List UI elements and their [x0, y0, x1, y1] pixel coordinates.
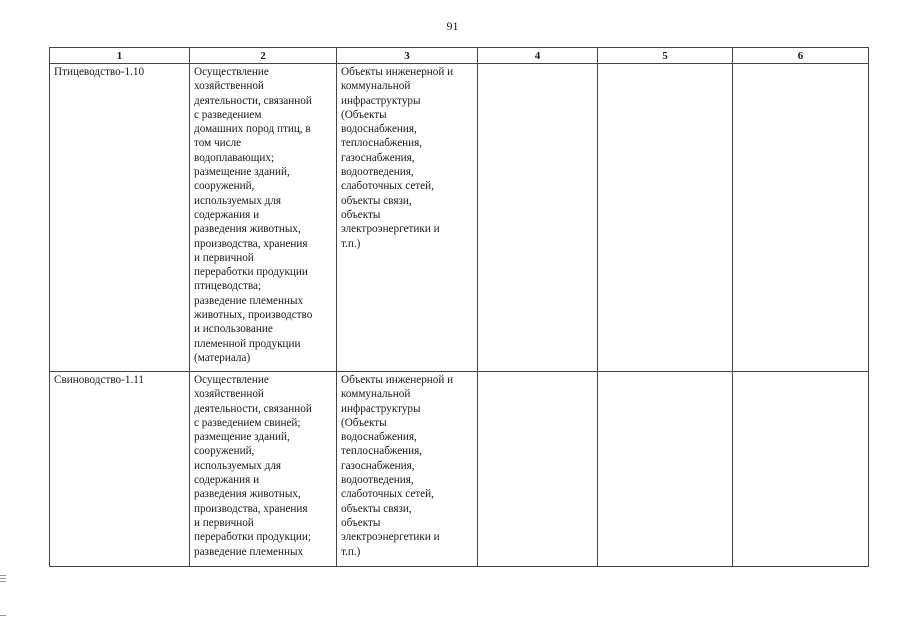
margin-mark [0, 575, 6, 576]
table-header-row [50, 48, 869, 64]
row-2-zone-name [50, 372, 190, 567]
header-col-2: 2 [190, 48, 337, 64]
row-2-col-6 [733, 372, 869, 567]
page-number: 91 [446, 19, 459, 33]
row-1-description-text: Осуществление хозяйственной деятельности, связанной с разведением домашних пород птиц, в том числе водоплавающих; размещение зданий, сооружений, используемых для содержания и разведения животных, производства, хранения и первичной переработки продукции птицеводства; разведение племенных животных, производство и использование племенной продукции (материала) [194, 66, 313, 364]
row-2-description [190, 372, 337, 567]
row-2-col-4 [478, 372, 598, 567]
row-1-auxiliary-use-text: Объекты инженерной и коммунальной инфраструктуры (Объекты водоснабжения, теплоснабжения, газоснабжения, водоотведения, слаботочных сетей, объекты связи, объекты электроэнергетики и т.п.) [341, 66, 454, 250]
row-1-zone-name [50, 64, 190, 372]
margin-mark [0, 581, 6, 582]
row-2-col-5 [598, 372, 733, 567]
header-col-4: 4 [478, 48, 598, 64]
header-col-1: 1 [50, 48, 190, 64]
row-1-description [190, 64, 337, 372]
row-1-auxiliary-use [337, 64, 478, 372]
row-1-col-4 [478, 64, 598, 372]
margin-mark [0, 615, 6, 616]
table-row [50, 64, 869, 372]
header-col-3: 3 [337, 48, 478, 64]
header-col-6: 6 [733, 48, 869, 64]
header-col-5: 5 [598, 48, 733, 64]
row-2-auxiliary-use [337, 372, 478, 567]
row-2-description-text: Осуществление хозяйственной деятельности, связанной с разведением свиней; размещение зданий, сооружений, используемых для содержания и разведения животных, производства, хранения и первичной переработки продукции; разведение племенных [194, 374, 312, 558]
zoning-table [49, 47, 869, 567]
row-1-col-5 [598, 64, 733, 372]
row-2-auxiliary-use-text: Объекты инженерной и коммунальной инфраструктуры (Объекты водоснабжения, теплоснабжения, газоснабжения, водоотведения, слаботочных сетей, объекты связи, объекты электроэнергетики и т.п.) [341, 374, 454, 558]
row-1-col-6 [733, 64, 869, 372]
table-row [50, 372, 869, 567]
margin-mark [0, 578, 6, 579]
row-1-zone-name-text: Птицеводство-1.10 [54, 66, 145, 78]
row-2-zone-name-text: Свиноводство-1.11 [54, 374, 145, 386]
